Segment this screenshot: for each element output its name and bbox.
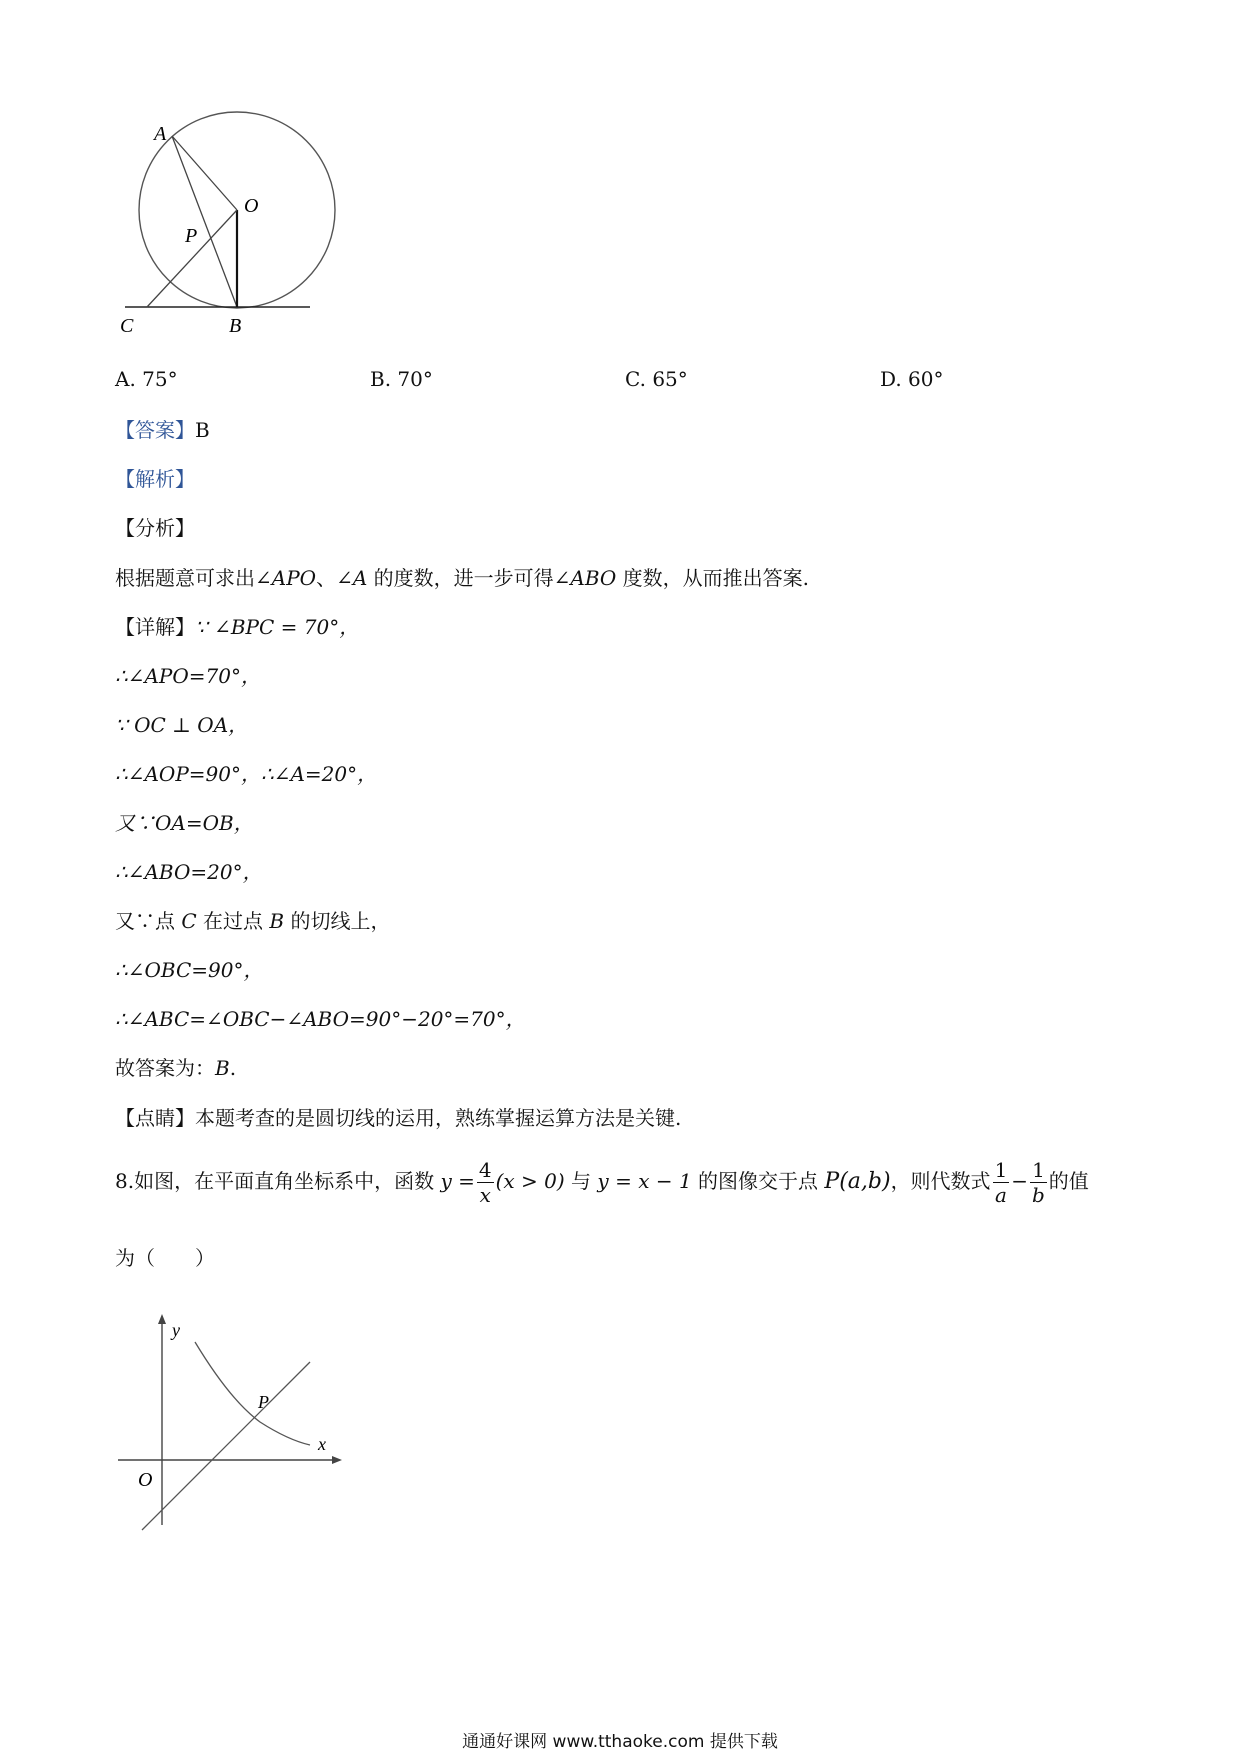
choice-value: 60° — [908, 367, 944, 391]
text-run: 根据题意可求出 — [115, 566, 255, 590]
footer-text: 通通好课网 www.tthaoke.com 提供下载 — [462, 1732, 778, 1752]
text-run: 、 — [316, 566, 337, 590]
text-run: 度数，从而推出答案. — [616, 566, 810, 590]
math-run: ∠ABO — [553, 566, 617, 590]
label-p: P — [258, 1392, 269, 1412]
fraction-numerator: 4 — [478, 1158, 492, 1182]
math-run: B — [269, 909, 285, 933]
fraction-numerator: 1 — [1032, 1158, 1045, 1182]
text-run: 与 — [564, 1169, 598, 1193]
choice-a — [115, 365, 178, 393]
comment-tag: 【点睛】 — [115, 1106, 195, 1130]
label-o: O — [138, 1469, 153, 1491]
text-run: ，则代数式 — [890, 1169, 991, 1193]
segment-ab — [172, 136, 237, 307]
detail-tag: 【详解】 — [115, 615, 195, 639]
math-run: ∠APO — [255, 566, 317, 590]
fraction-numerator: 1 — [994, 1158, 1008, 1182]
fraction-denominator: x — [479, 1183, 491, 1207]
text-run: . — [229, 1056, 237, 1080]
text-run: 的图像交于点 — [691, 1169, 825, 1193]
detail-line-2: ∴∠APO=70°， — [115, 664, 261, 688]
choice-key: A. — [115, 367, 136, 391]
segment-ao — [172, 136, 237, 210]
detail-line-4: ∴∠AOP=90°，∴∠A=20°， — [115, 762, 378, 786]
fenxi-text — [115, 564, 809, 592]
label-y: y — [172, 1320, 180, 1340]
math-run: y = — [440, 1169, 475, 1193]
text-run: 8.如图，在平面直角坐标系中，函数 — [115, 1169, 441, 1193]
circle-tangent-figure — [110, 110, 340, 345]
detail-line-7 — [115, 907, 390, 935]
text-run: 的值 — [1048, 1169, 1089, 1193]
choice-value: 70° — [397, 367, 433, 391]
detail-line-1 — [115, 613, 359, 641]
math-run: − — [1011, 1169, 1029, 1193]
detail-line-6: ∴∠ABO=20°， — [115, 860, 263, 884]
label-x: x — [318, 1434, 326, 1454]
math-run: C — [181, 909, 197, 933]
detail-line-3: ∵ OC ⊥ OA， — [115, 713, 249, 737]
answer-value: B — [195, 418, 210, 442]
text-run: 在过点 — [196, 909, 270, 933]
detail-line-8: ∴∠OBC=90°， — [115, 958, 264, 982]
text-run: 又∵点 — [115, 909, 182, 933]
choice-key: C. — [625, 367, 646, 391]
fenxi-tag: 【分析】 — [115, 516, 195, 540]
math-run: B — [215, 1056, 230, 1080]
choice-c — [625, 365, 688, 393]
fraction-1-over-b — [1030, 1158, 1047, 1207]
fraction-denominator: a — [994, 1183, 1007, 1207]
math-run: y = x − 1 — [597, 1169, 692, 1193]
math-run: ∠A — [336, 566, 368, 590]
detail-line-9: ∴∠ABC=∠OBC−∠ABO=90°−20°=70°， — [115, 1007, 526, 1031]
math-run: (x > 0) — [495, 1169, 565, 1193]
question-8-line-2: 为（ ） — [115, 1246, 215, 1270]
fraction-1-over-a — [993, 1158, 1010, 1207]
x-axis-arrow-icon — [332, 1456, 342, 1464]
y-axis-arrow-icon — [158, 1314, 166, 1324]
choice-key: B. — [370, 367, 392, 391]
detail-line-5: 又∵OA=OB， — [115, 811, 254, 835]
choice-b — [370, 365, 433, 393]
hyperbola-curve — [195, 1342, 310, 1445]
label-b: B — [229, 315, 242, 337]
detail-line-10 — [115, 1054, 236, 1082]
math-run: P(a,b) — [824, 1169, 891, 1194]
analysis-tag: 【解析】 — [115, 467, 195, 491]
text-run: 的切线上， — [284, 909, 391, 933]
label-c: C — [120, 315, 134, 337]
label-o: O — [244, 195, 259, 217]
math-run: ∵ ∠BPC = 70°， — [195, 615, 360, 639]
label-a: A — [154, 123, 167, 145]
comment-line — [115, 1104, 681, 1132]
text-run: 故答案为： — [115, 1056, 215, 1080]
text-run: 的度数，进一步可得 — [367, 566, 554, 590]
fraction-4-over-x — [477, 1158, 494, 1207]
fraction-denominator: b — [1032, 1183, 1045, 1207]
label-p: P — [185, 225, 198, 247]
answer-tag: 【答案】 — [115, 418, 195, 442]
choice-value: 75° — [142, 367, 178, 391]
choice-key: D. — [880, 367, 902, 391]
choice-value: 65° — [652, 367, 688, 391]
coordinate-figure — [110, 1300, 350, 1540]
comment-text: 本题考查的是圆切线的运用，熟练掌握运算方法是关键. — [195, 1106, 682, 1130]
choice-d — [880, 365, 944, 393]
question-8 — [115, 1158, 1089, 1207]
answer-line — [115, 416, 210, 444]
